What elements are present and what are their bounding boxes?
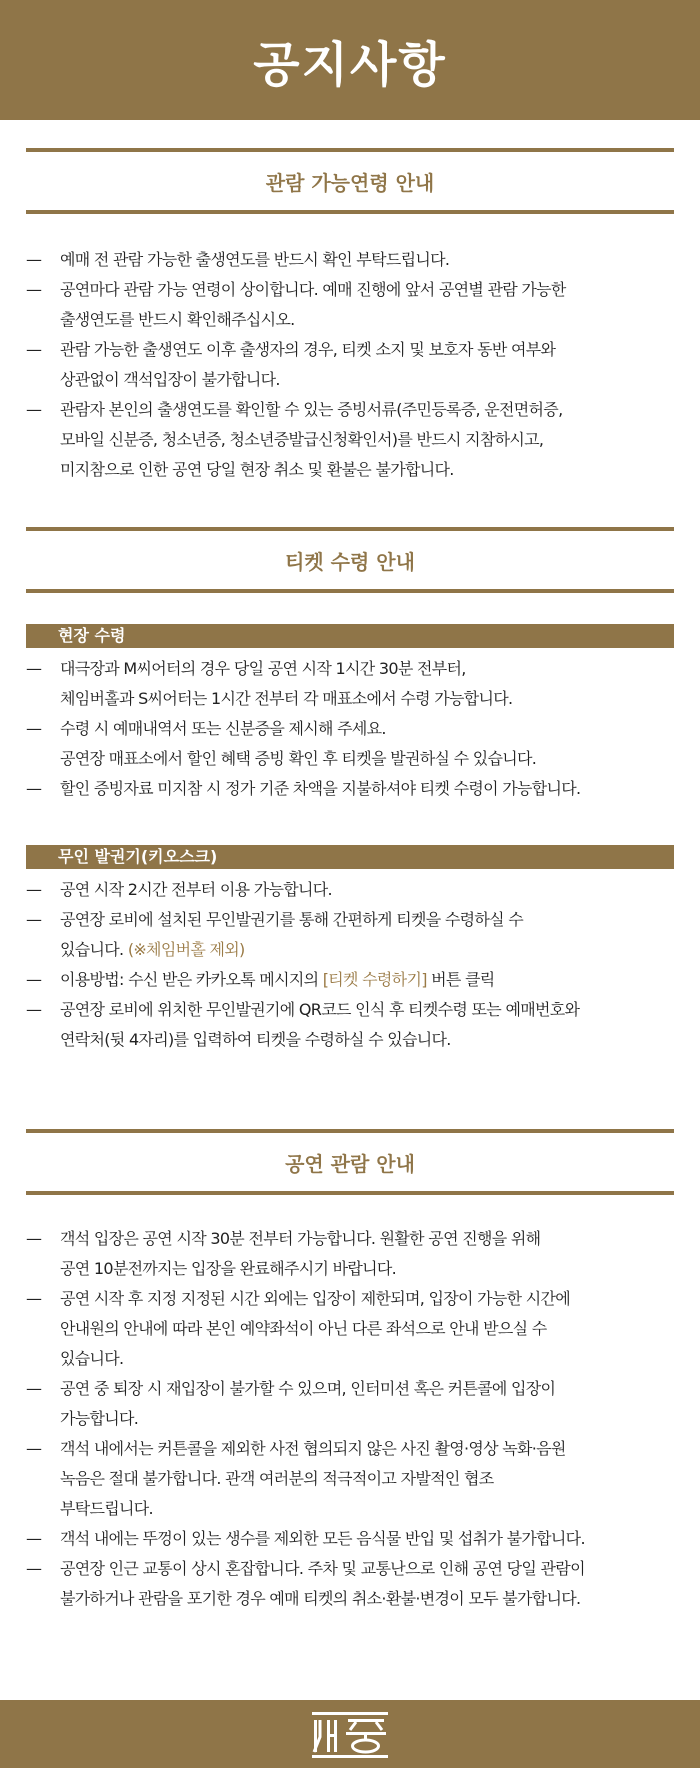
section-header-viewing bbox=[26, 1129, 674, 1195]
list-item: — 할인 증빙자료 미지참 시 정가 기준 차액을 지불하셔야 티켓 수령이 가능합니다. bbox=[26, 774, 676, 804]
list-item: — 수령 시 예매내역서 또는 신분증을 제시해 주세요. 공연장 매표소에서 할인 혜택 증빙 확인 후 티켓을 발권하실 수 있습니다. bbox=[26, 714, 676, 774]
list-item: — 대극장과 M씨어터의 경우 당일 공연 시작 1시간 30분 전부터, 체임버홀과 S씨어터는 1시간 전부터 각 매표소에서 수령 가능합니다. bbox=[26, 654, 676, 714]
page-footer bbox=[0, 1700, 700, 1768]
list-item: — 공연장 인근 교통이 상시 혼잡합니다. 주차 및 교통난으로 인해 공연 당일 관람이 불가하거나 관람을 포기한 경우 예매 티켓의 취소·환불·변경이 모두 불가합니다. bbox=[26, 1554, 676, 1614]
dash-bullet: — bbox=[26, 779, 42, 798]
page-title: 공지사항 bbox=[253, 36, 447, 93]
subsection-title-kiosk: 무인 발권기(키오스크) bbox=[26, 845, 674, 869]
list-item: — 객석 입장은 공연 시작 30분 전부터 가능합니다. 원활한 공연 진행을 위해 공연 10분전까지는 입장을 완료해주시기 바랍니다. bbox=[26, 1224, 676, 1284]
list-item: — 공연장 로비에 설치된 무인발권기를 통해 간편하게 티켓을 수령하실 수 있습니다. (※체임버홀 제외) bbox=[26, 905, 676, 965]
dash-bullet: — bbox=[26, 1529, 42, 1548]
dash-bullet: — bbox=[26, 1439, 42, 1458]
list-item: — 공연 시작 2시간 전부터 이용 가능합니다. bbox=[26, 875, 676, 905]
dash-bullet: — bbox=[26, 1379, 42, 1398]
section-header-ticket bbox=[26, 527, 674, 593]
list-item: — 공연마다 관람 가능 연령이 상이합니다. 예매 진행에 앞서 공연별 관람 가능한 출생연도를 반드시 확인해주십시오. bbox=[26, 275, 676, 335]
dash-bullet: — bbox=[26, 880, 42, 899]
list-item: — 객석 내에서는 커튼콜을 제외한 사전 협의되지 않은 사진 촬영·영상 녹화·음원 녹음은 절대 불가합니다. 관객 여러분의 적극적이고 자발적인 협조 부탁드립니다. bbox=[26, 1434, 676, 1524]
section-title-viewing: 공연 관람 안내 bbox=[285, 1151, 415, 1176]
page-header bbox=[0, 0, 700, 120]
list-item: — 공연장 로비에 위치한 무인발권기에 QR코드 인식 후 티켓수령 또는 예매번호와 연락처(뒷 4자리)를 입력하여 티켓을 수령하실 수 있습니다. bbox=[26, 995, 676, 1055]
dash-bullet: — bbox=[26, 1559, 42, 1578]
section-header-age bbox=[26, 148, 674, 214]
dash-bullet: — bbox=[26, 719, 42, 738]
dash-bullet: — bbox=[26, 400, 42, 419]
kiosk-list bbox=[26, 875, 676, 1055]
dash-bullet: — bbox=[26, 1229, 42, 1248]
dash-bullet: — bbox=[26, 970, 42, 989]
list-item: — 예매 전 관람 가능한 출생연도를 반드시 확인 부탁드립니다. bbox=[26, 245, 676, 275]
ticket-receive-highlight: [티켓 수령하기] bbox=[322, 970, 427, 989]
dash-bullet: — bbox=[26, 340, 42, 359]
list-item: — 객석 내에는 뚜껑이 있는 생수를 제외한 모든 음식물 반입 및 섭취가 불가합니다. bbox=[26, 1524, 676, 1554]
list-item: — 관람자 본인의 출생연도를 확인할 수 있는 증빙서류(주민등록증, 운전면허증, 모바일 신분증, 청소년증, 청소년증발급신청확인서)를 반드시 지참하시고, 미지참으로 인한 공연 당일 현장 취소 및 환불은 불가합니다. bbox=[26, 395, 676, 485]
viewing-notice-list bbox=[26, 1224, 676, 1614]
dash-bullet: — bbox=[26, 280, 42, 299]
list-item: — 공연 중 퇴장 시 재입장이 불가할 수 있으며, 인터미션 혹은 커튼콜에 입장이 가능합니다. bbox=[26, 1374, 676, 1434]
age-notice-list bbox=[26, 245, 676, 485]
section-title-ticket: 티켓 수령 안내 bbox=[285, 549, 415, 574]
list-item: — 이용방법: 수신 받은 카카오톡 메시지의 [티켓 수령하기] 버튼 클릭 bbox=[26, 965, 676, 995]
dash-bullet: — bbox=[26, 250, 42, 269]
dash-bullet: — bbox=[26, 659, 42, 678]
section-title-age: 관람 가능연령 안내 bbox=[265, 170, 435, 195]
list-item: — 공연 시작 후 지정 지정된 시간 외에는 입장이 제한되며, 입장이 가능한 시간에 안내원의 안내에 따라 본인 예약좌석이 아닌 다른 좌석으로 안내 받으실 수 있습니다. bbox=[26, 1284, 676, 1374]
subsection-title-onsite: 현장 수령 bbox=[26, 624, 674, 648]
sejong-logo-icon bbox=[310, 1709, 390, 1759]
dash-bullet: — bbox=[26, 910, 42, 929]
list-item: — 관람 가능한 출생연도 이후 출생자의 경우, 티켓 소지 및 보호자 동반 여부와 상관없이 객석입장이 불가합니다. bbox=[26, 335, 676, 395]
dash-bullet: — bbox=[26, 1000, 42, 1019]
dash-bullet: — bbox=[26, 1289, 42, 1308]
exception-note: (※체임버홀 제외) bbox=[127, 940, 245, 959]
onsite-pickup-list bbox=[26, 654, 676, 804]
